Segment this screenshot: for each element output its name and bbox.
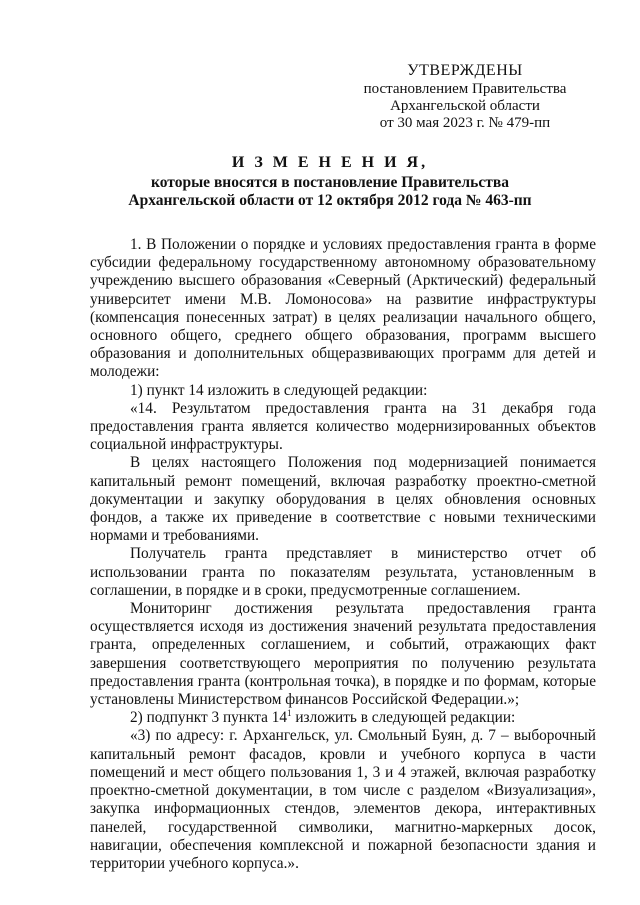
document-body [90,236,596,873]
approval-block [340,62,590,132]
paragraph-5: Получатель гранта представляет в министерство отчет об использовании гранта по показателям результата, установленным в соглашении, в порядке и в сроки, предусмотренные соглашением. [90,545,596,599]
subpoint-text: 2) подпункт 3 пункта 14 [130,709,288,727]
approval-line-2: Архангельской области [390,98,540,114]
heading-title: И З М Е Н Е Н И Я, [231,154,429,171]
paragraph-7 [90,709,596,727]
paragraph-6: Мониторинг достижения результата предоставления гранта осуществляется исходя из достижения значений результата предоставления гранта, определенных соглашением, и событий, отражающих факт завершения соответствующего мероприятия по получению результата предоставления гранта (контрольная точка), в порядке и по формам, которые установлены Министерством финансов Российской Федерации.»; [90,600,596,709]
document-heading [90,154,570,210]
approval-title: УТВЕРЖДЕНЫ [407,62,523,79]
superscript-number: 1 [287,708,292,719]
approval-line-1: постановлением Правительства [363,81,567,97]
paragraph-4: В целях настоящего Положения под модернизацией понимается капитальный ремонт помещений, включая разработку проектно-сметной документации и закупку оборудования в целях обновления основных фондов, а также их приведение в соответствие с новыми техническими нормами и требованиями. [90,454,596,545]
subpoint-text-end: изложить в следующей редакции: [291,709,516,727]
paragraph-1: 1. В Положении о порядке и условиях предоставления гранта в форме субсидии федеральному государственному автономному образовательному учреждению высшего образования «Северный (Арктический) федеральный университет имени М.В. Ломоносова» на развитие инфраструктуры (компенсация понесенных затрат) в целях реализации начального общего, основного общего, среднего общего образования, программ высшего образования и дополнительных общеразвивающих программ для детей и молодежи: [90,236,596,381]
paragraph-3: «14. Результатом предоставления гранта на 31 декабря года предоставления гранта является количество модернизированных объектов социальной инфраструктуры. [90,399,596,454]
heading-line-2: Архангельской области от 12 октября 2012 года № 463-пп [128,192,532,209]
paragraph-8: «3) по адресу: г. Архангельск, ул. Смольный Буян, д. 7 – выборочный капитальный ремонт фасадов, кровли и учебного корпуса в части помещений и мест общего пользования 1, 3 и 4 этажей, включая разработку проектно-сметной документации, в том числе с разделом «Визуализация», закупка информационных стендов, элементов декора, интерактивных панелей, государственной символики, магнитно-маркерных досок, навигации, обеспечения комплексной и пожарной безопасности здания и территории учебного корпуса.». [90,727,596,872]
heading-line-1: которые вносятся в постановление Правительства [151,174,509,191]
paragraph-2: 1) пункт 14 изложить в следующей редакции: [130,381,428,399]
approval-line-3: от 30 мая 2023 г. № 479-пп [379,115,551,131]
